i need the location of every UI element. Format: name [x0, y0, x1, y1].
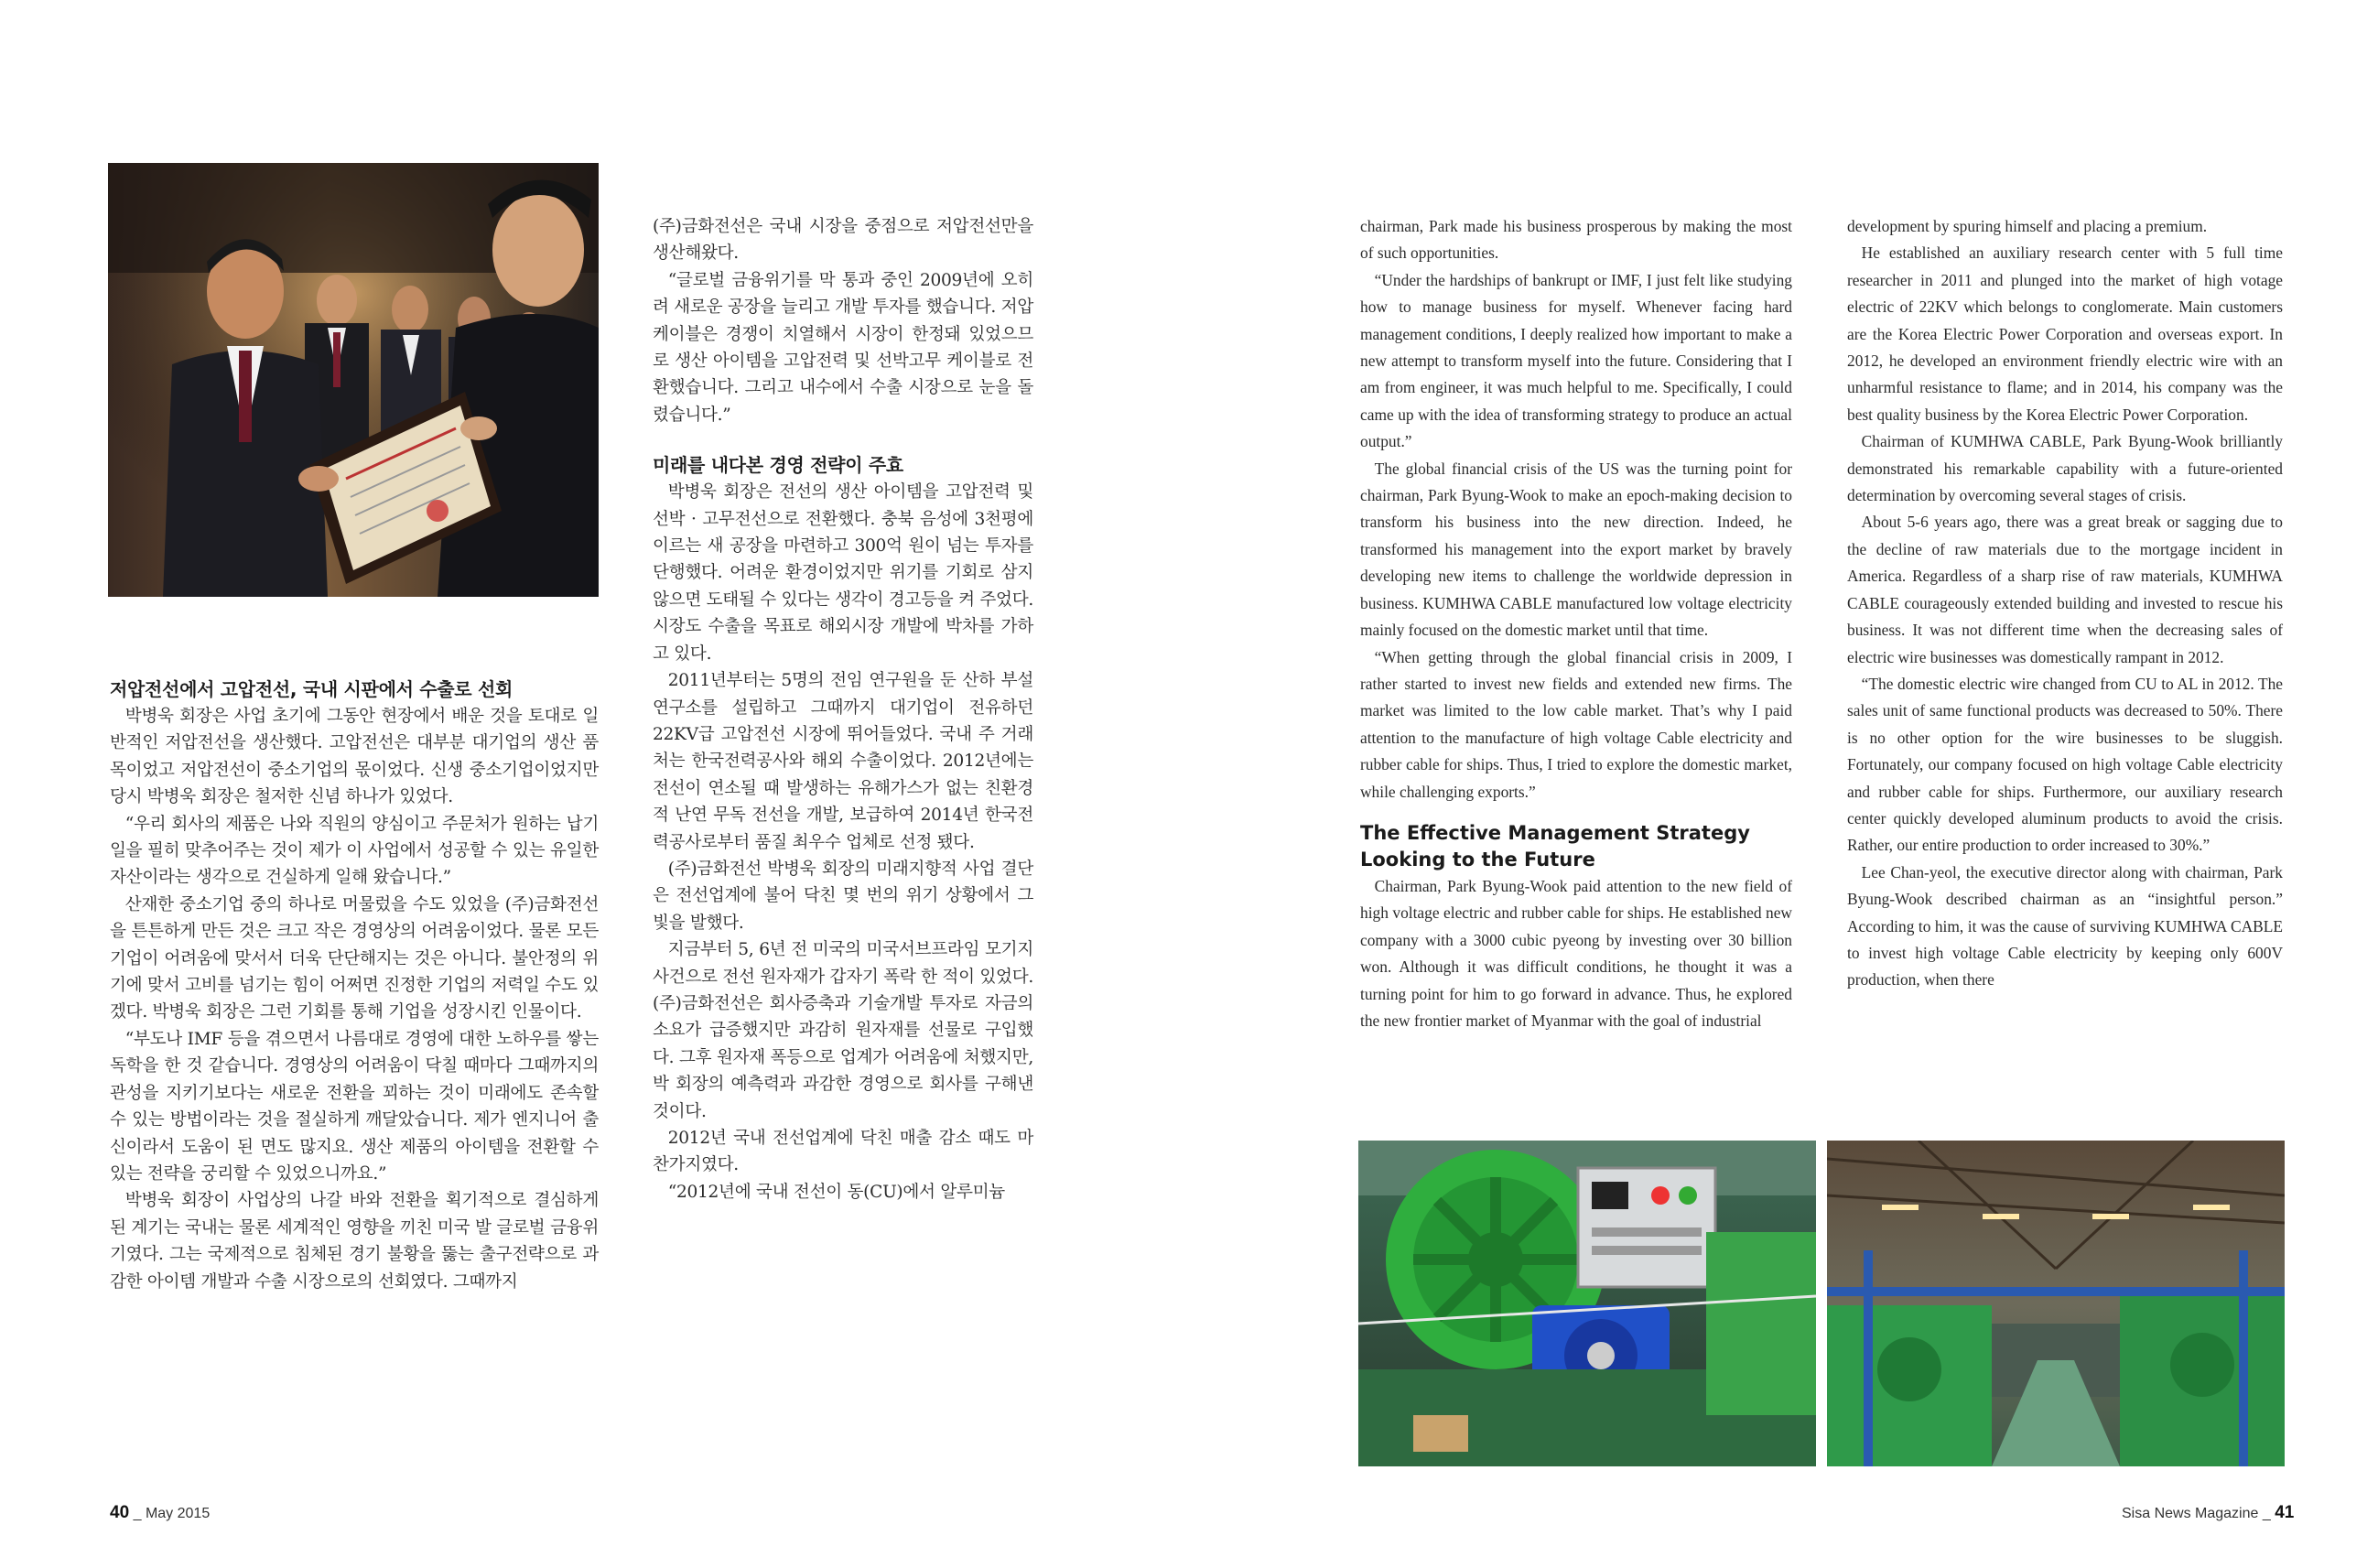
paragraph: He established an auxiliary research center with 5 full time researcher in 2011 and plunged into the market of high votage electric of 22KV which belongs to conglomerate. Main customers are the Korea Electric Power Corporation and overseas export. In 2012, he developed an environment friendly electric wire with an unharmful resistance to flame; and in 2014, his company was the best quality business by the Korea Electric Power Corporation. — [1847, 243, 2283, 424]
paragraph: (주)금화전선 박병욱 회장의 미래지향적 사업 결단은 전선업계에 불어 닥친 몇 번의 위기 상황에서 그 빛을 발했다. — [653, 859, 1033, 933]
ceremony-photo — [108, 163, 599, 597]
korean-column-2 — [653, 213, 1033, 1206]
paragraph: development by spuring himself and placing a premium. — [1847, 217, 2208, 235]
paragraph: Lee Chan-yeol, the executive director along with chairman, Park Byung-Wook described chairman as an “insightful person.” According to him, it was the cause of surviving KUMHWA CABLE to invest high voltage Cable electricity by keeping only 600V production, when there — [1847, 862, 2283, 989]
paragraph: Chairman of KUMHWA CABLE, Park Byung-Wook brilliantly demonstrated his remarkable capability with a future-oriented determination by overcoming several stages of crisis. — [1847, 432, 2283, 505]
paragraph: 산재한 중소기업 중의 하나로 머물렀을 수도 있었을 (주)금화전선을 튼튼하게 만든 것은 크고 작은 경영상의 어려움이었다. 물론 모든 기업이 어려움에 맞서서 더욱 단단해지는 것은 아니다. 불안정의 위기에 맞서 고비를 넘기는 힘이 어쩌면 진정한 기업의 저력일 수도 있겠다. 박병욱 회장은 그런 기회를 통해 기업을 성장시킨 인물이다. — [110, 894, 599, 1022]
paragraph: 박병욱 회장은 사업 초기에 그동안 현장에서 배운 것을 토대로 일반적인 저압전선을 생산했다. 고압전선은 대부분 대기업의 생산 품목이었고 저압전선이 중소기업의 몫이었다. 신생 중소기업이었지만 당시 박병욱 회장은 철저한 신념 하나가 있었다. — [110, 707, 600, 807]
paragraph: “When getting through the global financial crisis in 2009, I rather started to invest new fields and extended new firms. The market was limited to the low cable market. That’s why I paid attention to the manufacture of high voltage Cable electricity and rubber cable for ships. Thus, I tried to explore the domestic market, while challenging exports.” — [1360, 647, 1792, 801]
section-heading-1: 저압전선에서 고압전선, 국내 시판에서 수출로 선회 — [110, 678, 513, 700]
paragraph: 지금부터 5, 6년 전 미국의 미국서브프라임 모기지 사건으로 전선 원자재가 갑자기 폭락 한 적이 있었다. (주)금화전선은 회사증축과 기술개발 투자로 자금의 소요가 급증했지만 과감히 원자재를 선물로 구입했다. 그후 원자재 폭등으로 업계가 어려움에 처했지만, 박 회장의 예측력과 과감한 경영으로 회사를 구해낸 것이다. — [653, 940, 1033, 1121]
paragraph: “우리 회사의 제품은 나와 직원의 양심이고 주문처가 원하는 납기일을 필히 맞추어주는 것이 제가 이 사업에서 성공할 수 있는 유일한 자산이라는 생각으로 건실하게 일해 왔습니다.” — [110, 814, 599, 888]
paragraph: “Under the hardships of bankrupt or IMF, I just felt like studying how to manage business for myself. Whenever facing hard management conditions, I deeply realized how important to make a new attempt to transform myself into the future. Considering that I am from engineer, it was much helpful to me. Specifically, I could came up with the idea of transforming strategy to produce an actual output.” — [1360, 270, 1792, 451]
korean-column-1 — [110, 676, 599, 1295]
paragraph: “The domestic electric wire changed from CU to AL in 2012. The sales unit of same functional products was decreased to 50%. There is no other option for the wire businesses to be sluggish. Fortunately, our company focused on high voltage Cable electricity and rubber cable for ships. Furthermore, our auxiliary research center quickly developed aluminum products to avoid the crisis. Rather, our entire production to order increased to 30%.” — [1847, 674, 2283, 855]
paragraph: 박병욱 회장이 사업상의 나갈 바와 전환을 획기적으로 결심하게 된 계기는 국내는 물론 세계적인 영향을 끼친 미국 발 글로벌 금융위기였다. 그는 국제적으로 침체된 경기 불황을 뚫는 출구전략으로 과감한 아이템 개발과 수출 시장으로의 선회였다. 그때까지 — [110, 1191, 599, 1292]
paragraph: Chairman, Park Byung-Wook paid attention to the new field of high voltage electric and rubber cable for ships. He established new company with a 3000 cubic pyeong by investing over 30 billion won. Although it was difficult conditions, he thought it was a turning point for him to go forward in advance. Thus, he explored the new frontier market of Myanmar with the goal of industrial — [1360, 876, 1792, 1030]
paragraph: 2012년 국내 전선업계에 닥친 매출 감소 때도 마찬가지였다. — [653, 1129, 1033, 1175]
english-column-2 — [1847, 213, 2283, 994]
folio-separator: _ — [2262, 1506, 2271, 1521]
paragraph: About 5-6 years ago, there was a great break or sagging due to the decline of raw materials due to the mortgage incident in America. Regardless of a sharp rise of raw materials, KUMHWA CABLE courageously extended building and invested to rescue his business. It was not different time when the decreasing sales of electric wire businesses was domestically rampant in 2012. — [1847, 513, 2283, 666]
paragraph: chairman, Park made his business prosperous by making the most of such opportunities. — [1360, 217, 1792, 263]
paragraph: “글로벌 금융위기를 막 통과 중인 2009년에 오히려 새로운 공장을 늘리고 개발 투자를 했습니다. 저압케이블은 경쟁이 치열해서 시장이 한정돼 있었으므로 생산 아이템을 고압전력 및 선박고무 케이블로 전환했습니다. 그리고 내수에서 수출 시장으로 눈을 돌렸습니다.” — [653, 270, 1033, 425]
paragraph: (주)금화전선은 국내 시장을 중점으로 저압전선만을 생산해왔다. — [653, 217, 1033, 264]
section-heading-2: 미래를 내다본 경영 전략이 주효 — [653, 454, 903, 477]
english-column-1 — [1360, 213, 1792, 1034]
magazine-name: Sisa News Magazine — [2122, 1506, 2259, 1521]
issue-date: May 2015 — [145, 1506, 211, 1521]
page-number: 40 — [110, 1503, 130, 1522]
folio-separator: _ — [133, 1506, 142, 1521]
paragraph: 2011년부터는 5명의 전임 연구원을 둔 산하 부설 연구소를 설립하고 그때까지 대기업이 전유하던 22KV급 고압전선 시장에 뛰어들었다. 국내 주 거래처는 한국전력공사와 해외 수출이었다. 2012년에는 전선이 연소될 때 발생하는 유해가스가 없는 친환경적 난연 무독 전선을 개발, 보급하여 2014년 한국전력공사로부터 품질 최우수 업체로 선정 됐다. — [653, 671, 1033, 852]
page-number-right — [2122, 1503, 2294, 1523]
paragraph: “2012년에 국내 전선이 동(CU)에서 알루미늄 — [667, 1182, 1005, 1202]
paragraph: 박병욱 회장은 전선의 생산 아이템을 고압전력 및 선박 · 고무전선으로 전환했다. 충북 음성에 3천평에 이르는 새 공장을 마련하고 300억 원이 넘는 투자를 단행했다. 어려운 환경이었지만 위기를 기회로 삼지 않으면 도태될 수 있다는 생각이 경고등을 켜 주었다. 시장도 수출을 목표로 해외시장 개발에 박차를 가하고 있다. — [653, 482, 1033, 664]
factory-photo — [1827, 1141, 2285, 1466]
page-number: 41 — [2275, 1503, 2295, 1522]
machine-photo — [1358, 1141, 1816, 1466]
section-heading-en: The Effective Management Strategy Looking to the Future — [1360, 821, 1750, 871]
paragraph: The global financial crisis of the US was the turning point for chairman, Park Byung-Wook to make an epoch-making decision to transform his business into the new direction. Indeed, he transformed his management into the export market by bravely developing new items to challenge the worldwide depression in business. KUMHWA CABLE manufactured low voltage electricity mainly focused on the domestic market until that time. — [1360, 459, 1792, 640]
paragraph: “부도나 IMF 등을 겪으면서 나름대로 경영에 대한 노하우를 쌓는 독학을 한 것 같습니다. 경영상의 어려움이 닥칠 때마다 그때까지의 관성을 지키기보다는 새로운 전환을 꾀하는 것이 미래에도 존속할 수 있는 방법이라는 것을 절실하게 깨달았습니다. 제가 엔지니어 출신이라서 도움이 된 면도 많지요. 생산 제품의 아이템을 전환할 수 있는 전략을 궁리할 수 있었으니까요.” — [110, 1029, 599, 1184]
page-number-left — [110, 1503, 210, 1523]
